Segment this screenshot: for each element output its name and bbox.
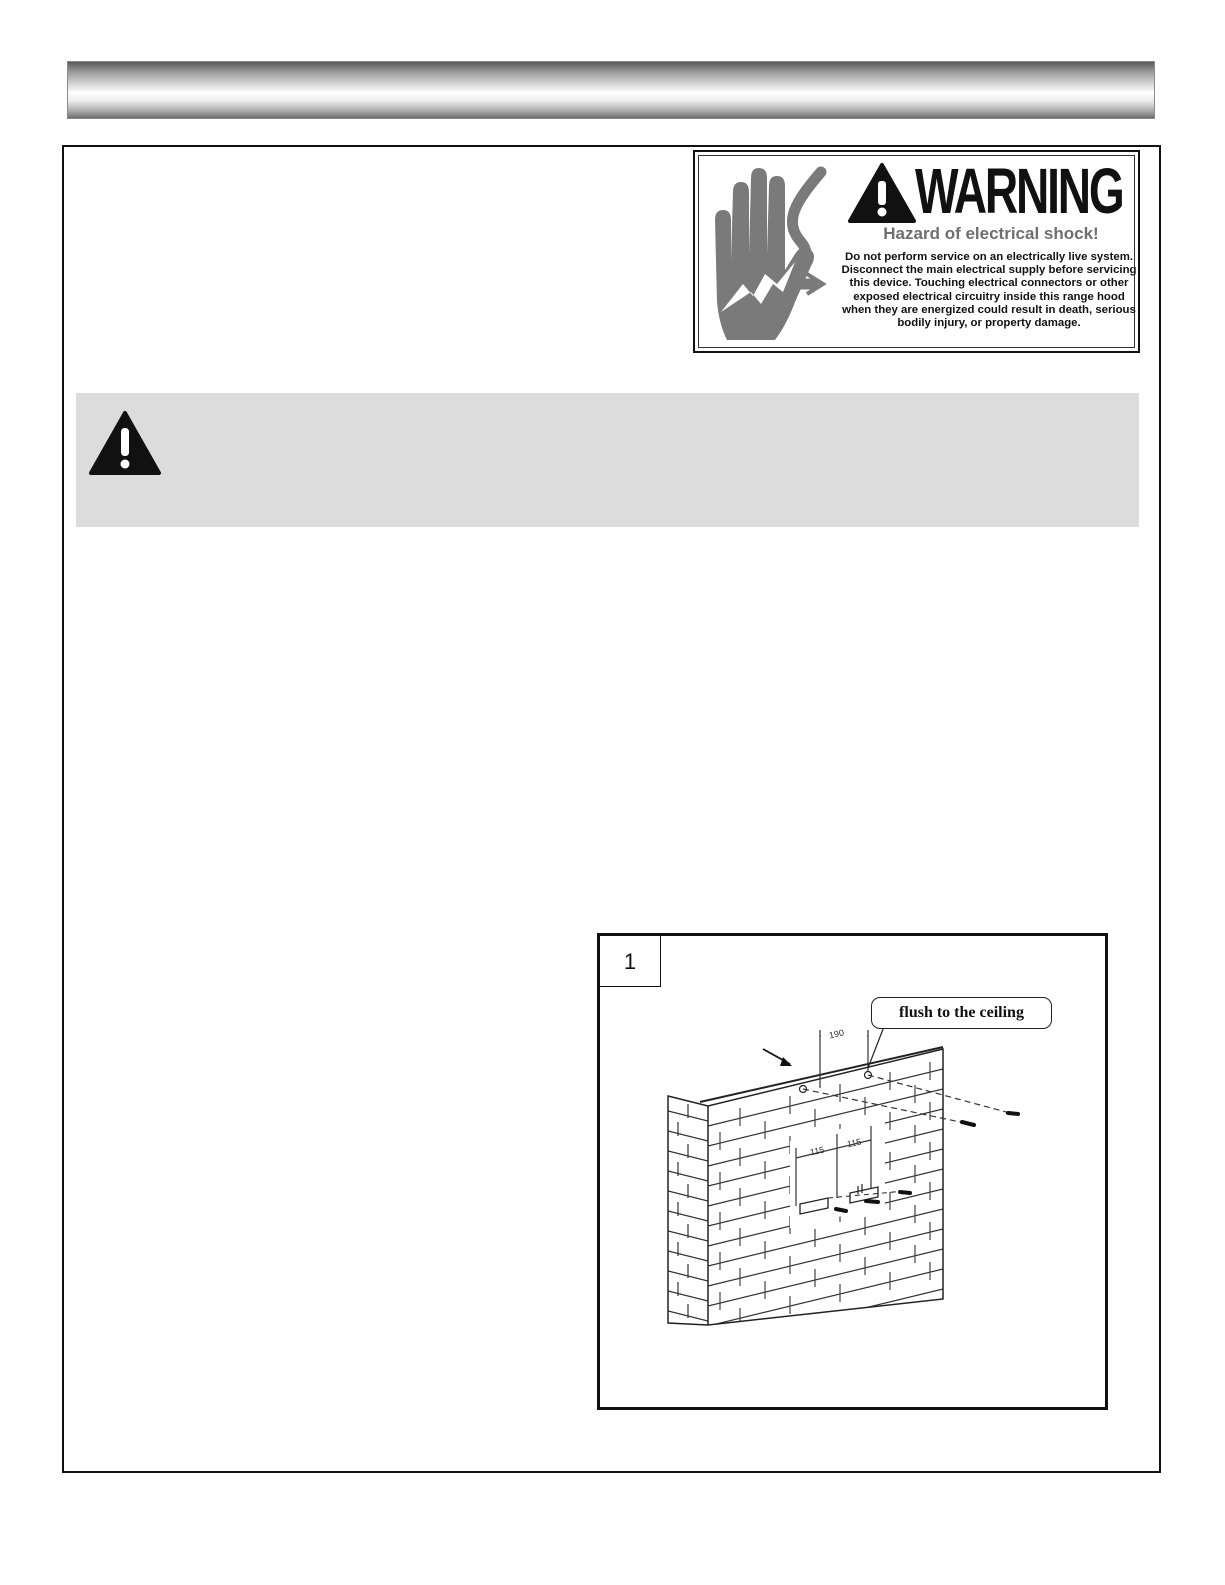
ceiling-callout: flush to the ceiling bbox=[871, 997, 1052, 1029]
warning-body-text: Do not perform service on an electrically live system. Disconnect the main electrical supply before servicing this device. Touching electrical connectors or other exposed electrical circuitry inside this range hood when they are energized could result in death, serious bodily injury, or property damage. bbox=[841, 251, 1137, 330]
warning-subtitle: Hazard of electrical shock! bbox=[883, 224, 1099, 243]
dimension-left: 115 bbox=[809, 1144, 826, 1158]
hand-shock-icon bbox=[703, 162, 843, 344]
warning-title: WARNING bbox=[915, 155, 1123, 227]
exclamation-triangle-icon bbox=[88, 410, 162, 476]
exclamation-triangle-icon bbox=[847, 162, 917, 224]
warning-title-row bbox=[847, 155, 1135, 227]
dimension-top: 190 bbox=[828, 1027, 845, 1041]
caution-band bbox=[76, 393, 1139, 527]
dimension-right: 115 bbox=[846, 1136, 863, 1150]
electrical-warning-sign bbox=[693, 150, 1140, 353]
installation-figure bbox=[597, 933, 1108, 1410]
figure-number: 1 bbox=[600, 936, 661, 987]
header-banner bbox=[67, 61, 1155, 119]
